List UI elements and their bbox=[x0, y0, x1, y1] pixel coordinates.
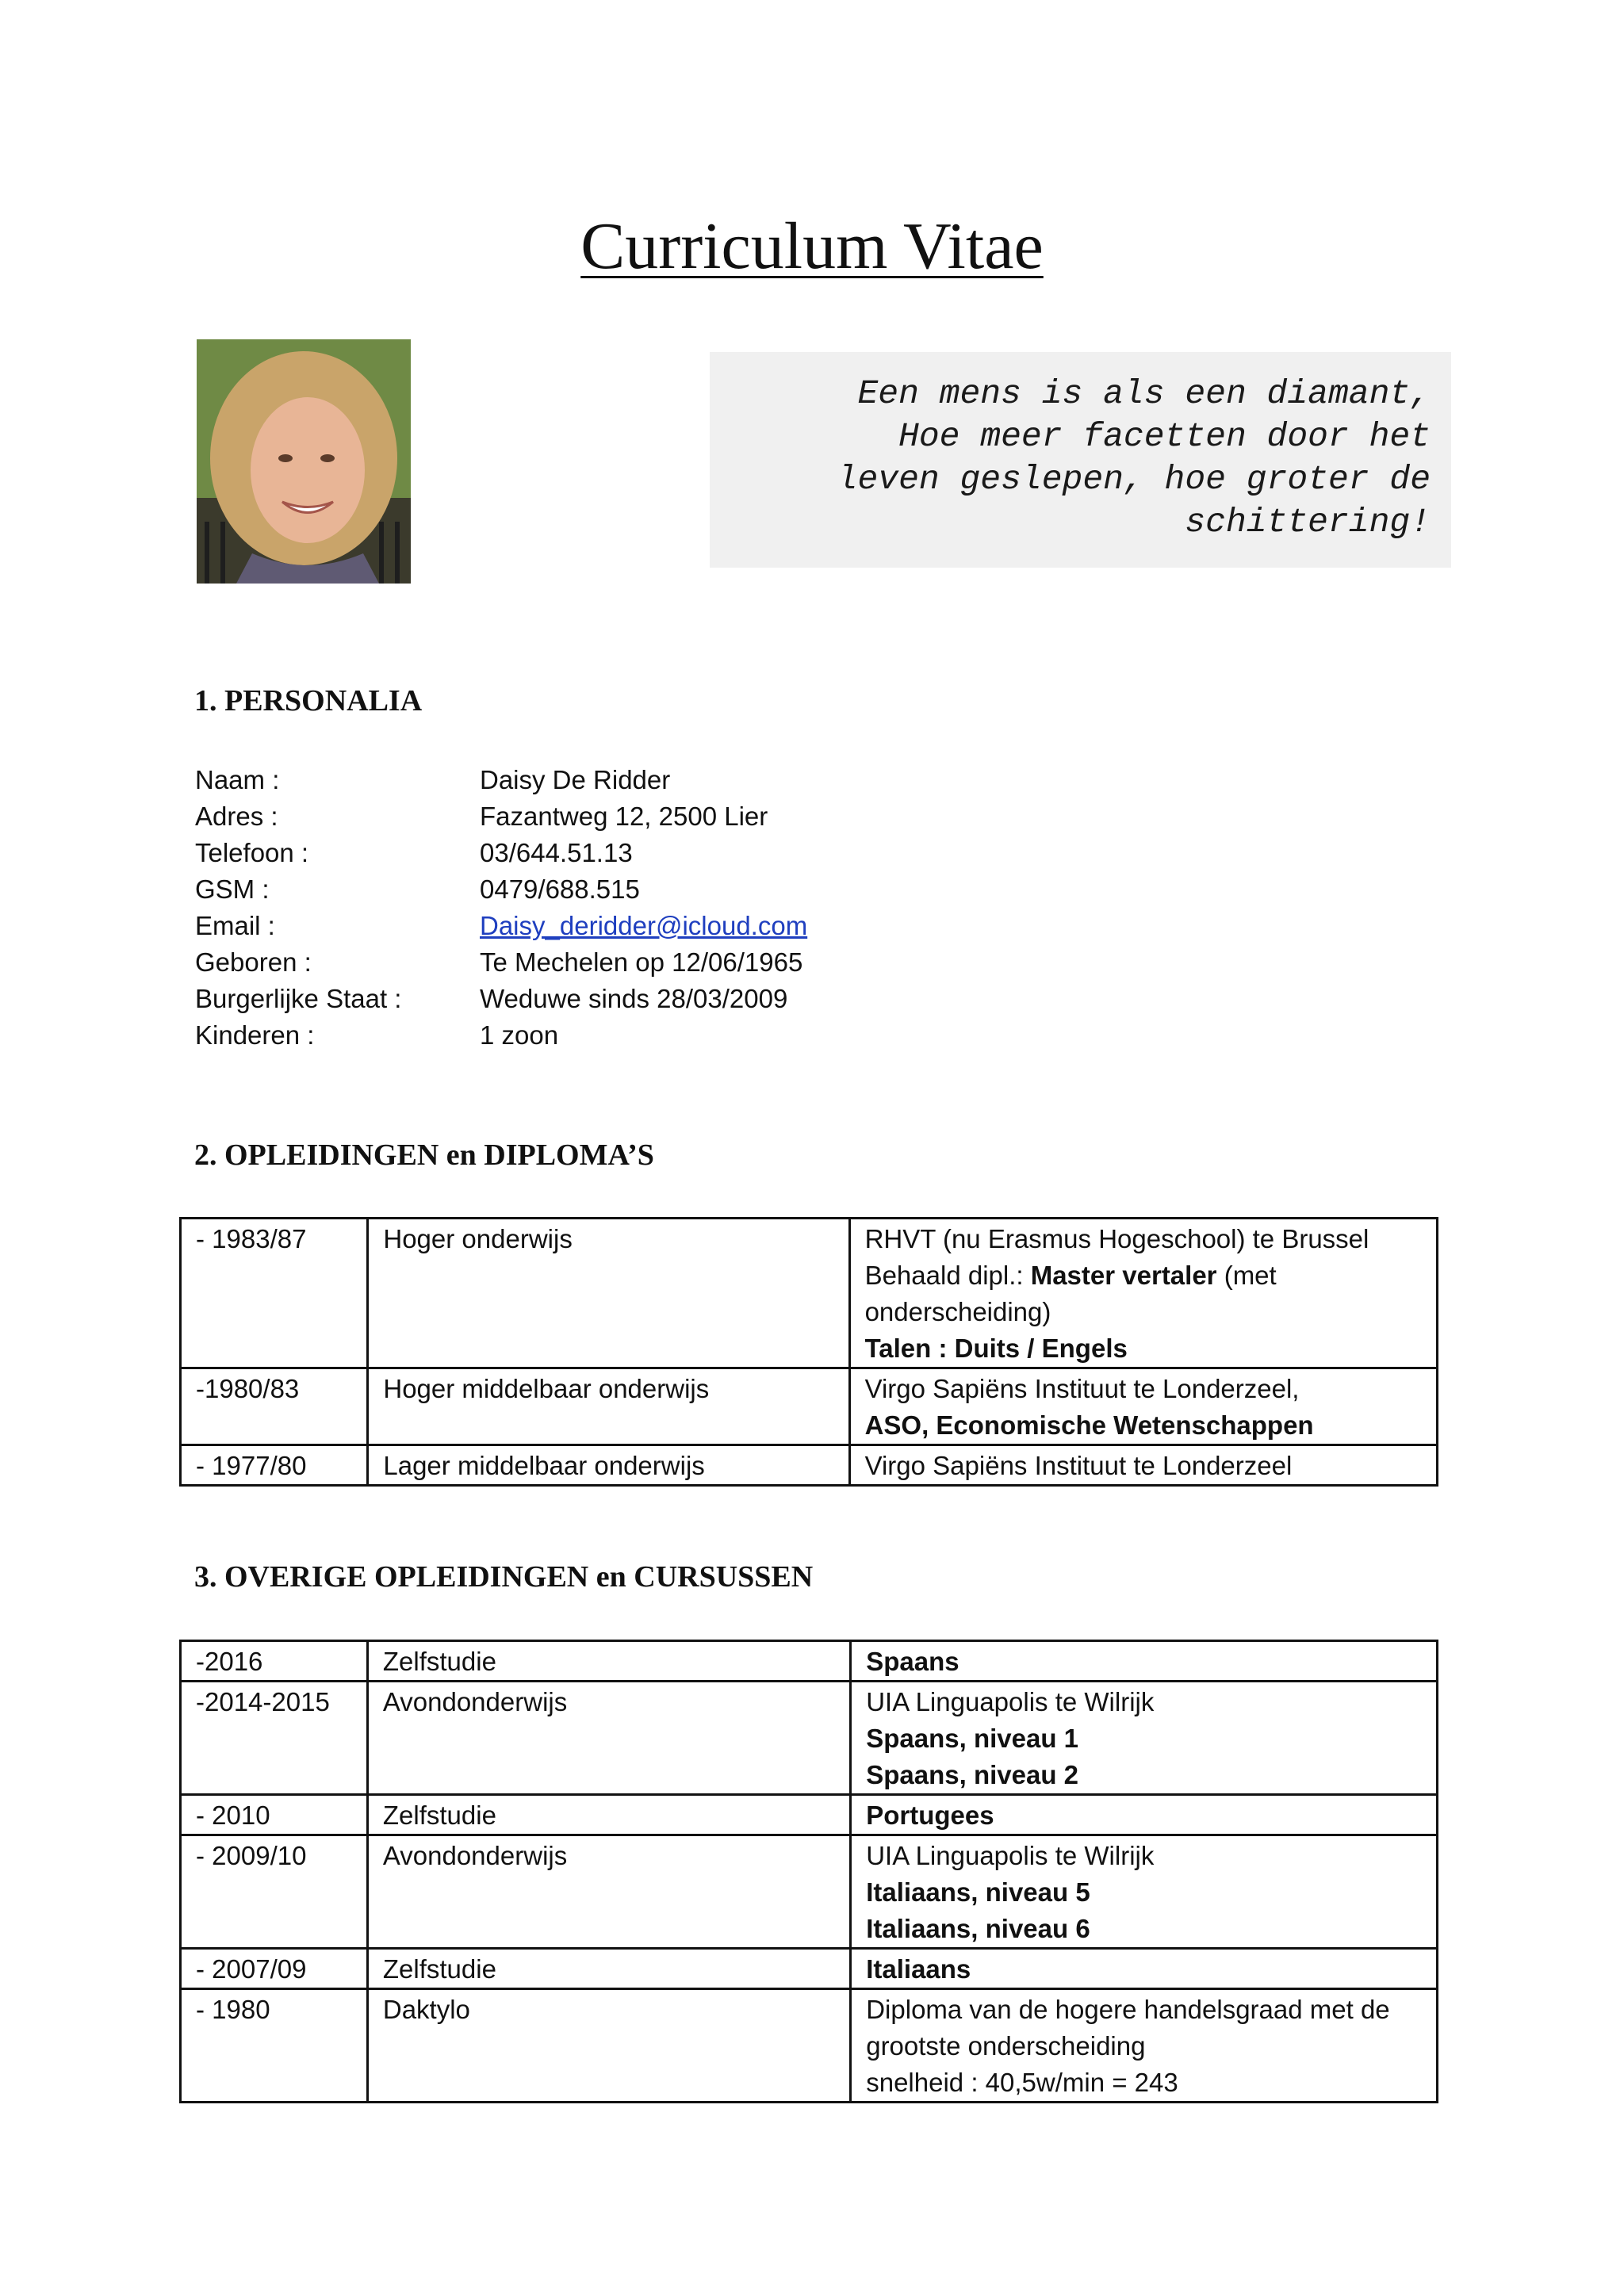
table-row bbox=[181, 1949, 1438, 1989]
personalia-label: Adres : bbox=[195, 802, 278, 831]
section-heading-overige: 3. OVERIGE OPLEIDINGEN en CURSUSSEN bbox=[194, 1560, 814, 1594]
type-cell: Zelfstudie bbox=[367, 1795, 850, 1835]
personalia-row-adres bbox=[195, 802, 1305, 838]
detail-line: Virgo Sapiëns Instituut te Londerzeel, bbox=[864, 1374, 1300, 1403]
type-cell: Avondonderwijs bbox=[367, 1835, 850, 1949]
detail-bold: Spaans, niveau 2 bbox=[866, 1760, 1079, 1789]
personalia-row-gsm bbox=[195, 874, 1305, 911]
detail-bold: Italiaans, niveau 5 bbox=[866, 1877, 1090, 1907]
detail-line: RHVT (nu Erasmus Hogeschool) te Brussel bbox=[864, 1224, 1369, 1253]
personalia-value: Te Mechelen op 12/06/1965 bbox=[480, 947, 803, 977]
personalia-label: Email : bbox=[195, 911, 275, 940]
quote-text: Een mens is als een diamant, Hoe meer facetten door het leven geslepen, hoe groter de schittering! bbox=[837, 374, 1431, 541]
personalia-value: 0479/688.515 bbox=[480, 874, 640, 904]
detail-cell bbox=[849, 1368, 1437, 1445]
personalia-value: Daisy De Ridder bbox=[480, 765, 671, 794]
overige-table bbox=[179, 1640, 1438, 2103]
detail-bold: Italiaans, niveau 6 bbox=[866, 1914, 1090, 1943]
detail-line: UIA Linguapolis te Wilrijk bbox=[866, 1687, 1155, 1716]
detail-cell bbox=[851, 1989, 1438, 2103]
detail-line bbox=[865, 1257, 1422, 1294]
personalia-value: 1 zoon bbox=[480, 1020, 559, 1050]
detail-cell bbox=[851, 1795, 1438, 1835]
period-cell: - 1977/80 bbox=[181, 1445, 368, 1486]
period-cell: -2014-2015 bbox=[181, 1682, 368, 1795]
detail-line: snelheid : 40,5w/min = 243 bbox=[866, 2068, 1178, 2097]
personalia-label: Naam : bbox=[195, 765, 280, 794]
detail-text: Behaald dipl.: bbox=[864, 1261, 1031, 1290]
detail-cell bbox=[851, 1641, 1438, 1682]
detail-line: grootste onderscheiding bbox=[866, 2031, 1146, 2061]
detail-bold: Italiaans bbox=[866, 1954, 971, 1984]
detail-text: (met bbox=[1216, 1261, 1277, 1290]
detail-bold: Spaans, niveau 1 bbox=[866, 1724, 1079, 1753]
personalia-label: Geboren : bbox=[195, 947, 312, 977]
detail-line: onderscheiding) bbox=[864, 1297, 1051, 1326]
period-cell: - 1983/87 bbox=[181, 1219, 368, 1368]
table-row bbox=[181, 1835, 1438, 1949]
section-heading-personalia: 1. PERSONALIA bbox=[194, 684, 423, 718]
type-cell: Zelfstudie bbox=[367, 1949, 850, 1989]
table-row bbox=[181, 1368, 1438, 1445]
detail-line: Diploma van de hogere handelsgraad met de bbox=[866, 1995, 1390, 2024]
personalia-label: Telefoon : bbox=[195, 838, 309, 867]
personalia-label: Kinderen : bbox=[195, 1020, 315, 1050]
section-heading-opleidingen: 2. OPLEIDINGEN en DIPLOMA’S bbox=[194, 1138, 654, 1172]
detail-line: UIA Linguapolis te Wilrijk bbox=[866, 1841, 1155, 1870]
personalia-row-geboren bbox=[195, 947, 1305, 984]
period-cell: - 2010 bbox=[181, 1795, 368, 1835]
period-cell: -1980/83 bbox=[181, 1368, 368, 1445]
detail-bold: Master vertaler bbox=[1030, 1261, 1217, 1290]
table-row bbox=[181, 1989, 1438, 2103]
profile-photo-illustration bbox=[197, 339, 411, 584]
period-cell: -2016 bbox=[181, 1641, 368, 1682]
personalia-value: 03/644.51.13 bbox=[480, 838, 633, 867]
detail-bold: Spaans bbox=[866, 1647, 959, 1676]
table-row bbox=[181, 1219, 1438, 1368]
personalia-label: GSM : bbox=[195, 874, 270, 904]
detail-cell: Virgo Sapiëns Instituut te Londerzeel bbox=[849, 1445, 1437, 1486]
detail-bold: Talen : Duits / Engels bbox=[864, 1334, 1128, 1363]
table-row bbox=[181, 1445, 1438, 1486]
period-cell: - 2009/10 bbox=[181, 1835, 368, 1949]
personalia-row-naam bbox=[195, 765, 1305, 802]
personalia-value: Weduwe sinds 28/03/2009 bbox=[480, 984, 788, 1013]
detail-cell bbox=[851, 1835, 1438, 1949]
personalia-value: Fazantweg 12, 2500 Lier bbox=[480, 802, 768, 831]
type-cell: Daktylo bbox=[367, 1989, 850, 2103]
type-cell: Hoger middelbaar onderwijs bbox=[368, 1368, 849, 1445]
email-link[interactable]: Daisy_deridder@icloud.com bbox=[480, 911, 808, 940]
table-row bbox=[181, 1641, 1438, 1682]
type-cell: Zelfstudie bbox=[367, 1641, 850, 1682]
detail-cell bbox=[849, 1219, 1437, 1368]
table-row bbox=[181, 1682, 1438, 1795]
type-cell: Hoger onderwijs bbox=[368, 1219, 849, 1368]
period-cell: - 2007/09 bbox=[181, 1949, 368, 1989]
type-cell: Avondonderwijs bbox=[367, 1682, 850, 1795]
page-title: Curriculum Vitae bbox=[580, 209, 1044, 283]
personalia-row-kinderen bbox=[195, 1020, 1305, 1057]
opleidingen-table bbox=[179, 1217, 1438, 1487]
personalia-row-email bbox=[195, 911, 1305, 947]
detail-bold: Portugees bbox=[866, 1800, 994, 1830]
detail-cell bbox=[851, 1949, 1438, 1989]
personalia-row-burgerlijke-staat bbox=[195, 984, 1305, 1020]
table-row bbox=[181, 1795, 1438, 1835]
detail-bold: ASO, Economische Wetenschappen bbox=[864, 1410, 1314, 1440]
type-cell: Lager middelbaar onderwijs bbox=[368, 1445, 849, 1486]
profile-photo bbox=[197, 339, 411, 584]
personalia-row-telefoon bbox=[195, 838, 1305, 874]
period-cell: - 1980 bbox=[181, 1989, 368, 2103]
detail-cell bbox=[851, 1682, 1438, 1795]
personalia-label: Burgerlijke Staat : bbox=[195, 984, 402, 1013]
quote-box bbox=[710, 352, 1451, 568]
